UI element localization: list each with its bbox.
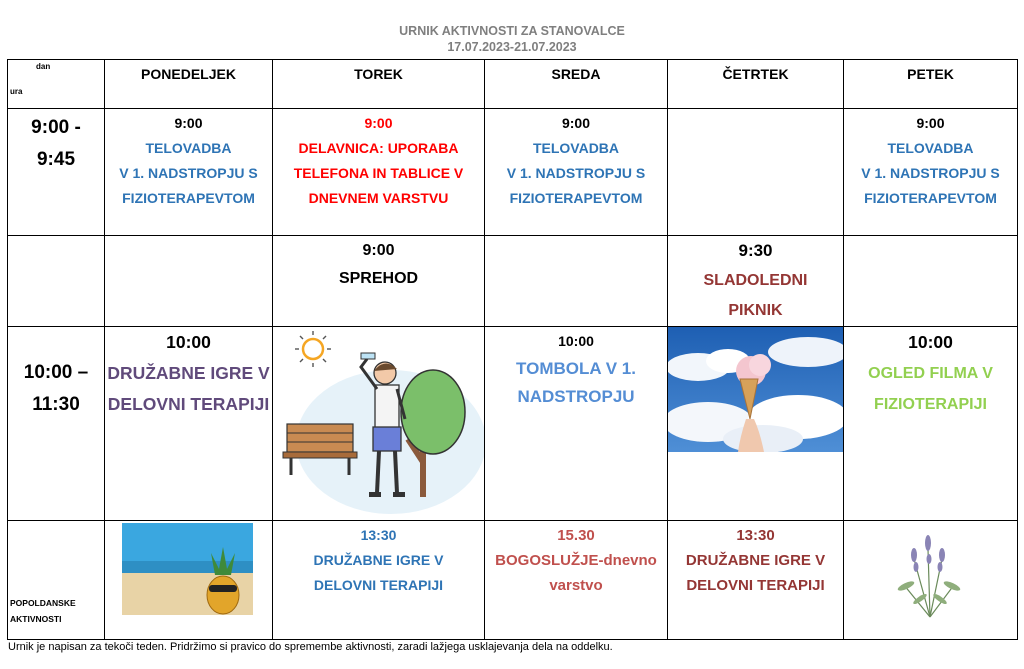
cell-tue-late: [273, 327, 485, 521]
cell-mon-late: [105, 327, 273, 521]
cell-tue-afternoon: [273, 521, 485, 640]
cell-time: 10:00: [908, 332, 953, 352]
row-mid-morning: [8, 236, 1018, 327]
cell-time: 10:00: [558, 333, 594, 349]
row-morning: [8, 109, 1018, 236]
afternoon-label: POPOLDANSKE AKTIVNOSTI: [10, 598, 76, 624]
cell-time: 13:30: [736, 527, 775, 544]
day-thursday: ČETRTEK: [668, 60, 844, 109]
cell-text: FIZIOTERAPEVTOM: [864, 190, 997, 206]
cell-mon-mid: [105, 236, 273, 327]
cell-wed-mid: [485, 236, 668, 327]
cell-thu-mid: [668, 236, 844, 327]
cell-tue-morning: [273, 109, 485, 236]
footer-note: Urnik je napisan za tekoči teden. Pridržimo si pravico do spremembe aktivnosti, zaradi lažjega usklajevanja dela na oddelku.: [8, 641, 613, 653]
cell-text: FIZIOTERAPEVTOM: [509, 190, 643, 206]
cell-text: SLADOLEDNI: [703, 272, 808, 289]
cell-time: 15.30: [557, 527, 595, 544]
cell-text: DNEVNEM VARSTVU: [308, 190, 449, 206]
cell-text: DELOVNI TERAPIJI: [313, 577, 444, 593]
cell-fri-late: [844, 327, 1018, 521]
days-header-row: [8, 60, 1018, 109]
day-monday: PONEDELJEK: [105, 60, 273, 109]
cell-text: DELAVNICA: UPORABA: [298, 140, 459, 156]
cell-thu-morning: [668, 109, 844, 236]
cell-wed-afternoon: [485, 521, 668, 640]
corner-cell: [8, 60, 105, 109]
cell-time: 9:30: [738, 241, 773, 260]
day-tuesday: TOREK: [273, 60, 485, 109]
cell-text: SPREHOD: [338, 270, 419, 287]
cell-time: 10:00: [166, 332, 211, 352]
cell-time: 9:00: [364, 115, 393, 131]
cell-text: DELOVNI TERAPIJI: [686, 577, 825, 594]
cell-text: OGLED FILMA V: [868, 365, 993, 382]
beach-pineapple-photo: [105, 523, 273, 615]
cell-time: 9:00: [561, 115, 591, 131]
cell-text: FIZIOTERAPIJI: [874, 396, 987, 413]
cell-time: 9:00: [362, 242, 395, 259]
row-label-afternoon: [8, 521, 105, 640]
cell-fri-morning: [844, 109, 1018, 236]
schedule-dates: 17.07.2023-21.07.2023: [447, 40, 577, 54]
cell-wed-morning: [485, 109, 668, 236]
row-afternoon: [8, 521, 1018, 640]
cell-text: TELOVADBA: [145, 140, 232, 156]
lavender-illustration: [844, 529, 1018, 629]
cell-text: TELOVADBA: [887, 140, 974, 156]
corner-hour-label: ura: [10, 87, 23, 96]
cell-time: 13:30: [360, 527, 397, 543]
cell-text: V 1. NADSTROPJU S: [119, 165, 258, 181]
cell-text: BOGOSLUŽJE-dnevno: [495, 552, 657, 569]
walking-man-illustration: [273, 327, 485, 520]
cell-text: varstvo: [549, 577, 603, 594]
day-friday: PETEK: [844, 60, 1018, 109]
cell-text: TELOVADBA: [532, 140, 620, 156]
day-wednesday: SREDA: [485, 60, 668, 109]
cell-wed-late: [485, 327, 668, 521]
row-label-mid-morning: [8, 236, 105, 327]
ice-cream-photo: [668, 327, 844, 452]
row-late-morning: [8, 327, 1018, 521]
cell-fri-mid: [844, 236, 1018, 327]
cell-text: TOMBOLA V 1.: [516, 359, 636, 378]
cell-mon-morning: [105, 109, 273, 236]
cell-thu-afternoon: [668, 521, 844, 640]
row-label-morning: 9:00 - 9:45: [8, 109, 105, 236]
cell-text: DRUŽABNE IGRE V: [107, 363, 270, 383]
cell-time: 9:00: [174, 115, 203, 131]
cell-fri-afternoon: [844, 521, 1018, 640]
cell-tue-mid: [273, 236, 485, 327]
cell-text: V 1. NADSTROPJU S: [506, 165, 646, 181]
schedule-table: [7, 59, 1018, 640]
cell-text: DRUŽABNE IGRE V: [313, 552, 444, 568]
cell-text: DELOVNI TERAPIJI: [107, 394, 270, 414]
cell-text: DRUŽABNE IGRE V: [685, 552, 826, 569]
cell-thu-late: [668, 327, 844, 521]
cell-text: TELEFONA IN TABLICE V: [293, 165, 464, 181]
cell-text: NADSTROPJU: [517, 387, 635, 406]
cell-mon-afternoon: [105, 521, 273, 640]
cell-text: FIZIOTERAPEVTOM: [122, 190, 255, 206]
cell-time: 9:00: [916, 115, 945, 131]
schedule-title: URNIK AKTIVNOSTI ZA STANOVALCE: [399, 24, 625, 38]
cell-text: V 1. NADSTROPJU S: [861, 165, 1000, 181]
row-label-late-morning: 10:00 – 11:30: [8, 327, 105, 521]
cell-text: PIKNIK: [728, 302, 783, 319]
corner-day-label: dan: [36, 62, 51, 71]
